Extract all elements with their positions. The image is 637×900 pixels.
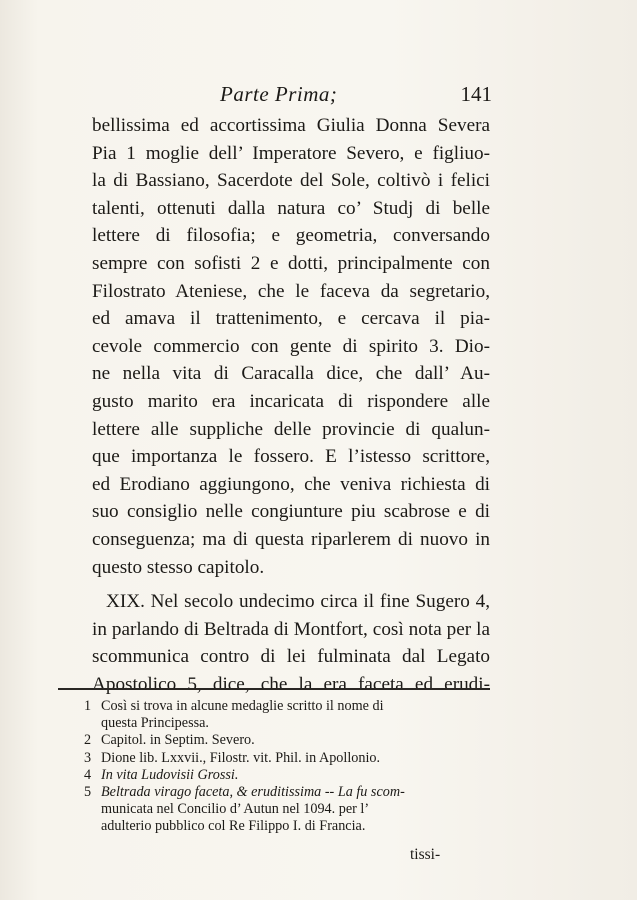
footnote-continuation	[84, 715, 484, 732]
text-line: XIX. Nel secolo undecimo circa il fine Sugero 4,	[106, 591, 490, 613]
text-line: lettere alle suppliche delle provincie di qualun-	[92, 418, 490, 440]
footnote-mark: 1	[84, 698, 92, 714]
text-line: suo consiglio nelle congiunture piu scabrose e di	[92, 501, 490, 523]
text-line: lettere di filosofia; e geometria, conversando	[92, 225, 490, 247]
footnote-continuation	[84, 818, 484, 835]
text-line: talenti, ottenuti dalla natura co’ Studj di belle	[92, 197, 490, 219]
text-line: ne nella vita di Caracalla dice, che dall’ Au-	[92, 363, 490, 385]
footnotes	[84, 698, 484, 836]
footnote-text: Capitol. in Septim. Severo.	[101, 732, 255, 749]
footnote-text: Così si trova in alcune medaglie scritto il nome di	[101, 698, 384, 714]
footnote-text: Dione lib. Lxxvii., Filostr. vit. Phil. in Apollonio.	[101, 749, 381, 766]
footnote-text: municata nel Concilio d’ Autun nel 1094. per l’	[101, 801, 370, 818]
text-line: in parlando di Beltrada di Montfort, così nota per la	[92, 618, 490, 640]
footnote-mark: 4	[84, 766, 92, 783]
footnote	[84, 784, 484, 801]
text-line: bellissima ed accortissima Giulia Donna Severa	[92, 115, 490, 136]
footnote-text: adulterio pubblico col Re Filippo I. di Francia.	[101, 818, 366, 835]
paragraph-2	[92, 588, 490, 698]
footnote-text: questa Principessa.	[101, 715, 209, 732]
text-line: cevole commercio con gente di spirito 3. Dio-	[92, 335, 490, 357]
footnote	[84, 732, 484, 749]
footnote-text: In vita Ludovisii Grossi.	[101, 766, 239, 783]
page-header	[92, 82, 492, 108]
page-number: 141	[460, 82, 492, 106]
footnote	[84, 750, 484, 767]
footnote-mark: 3	[84, 749, 92, 766]
footnote	[84, 698, 484, 715]
footnote-divider	[58, 688, 490, 690]
text-line: ed Erodiano aggiungono, che veniva richiesta di	[92, 473, 490, 495]
text-line: Filostrato Ateniese, che le faceva da segretario,	[92, 280, 490, 302]
text-line: Pia 1 moglie dell’ Imperatore Severo, e figliuo-	[92, 142, 490, 164]
text-line: questo stesso capitolo.	[92, 556, 265, 578]
text-line: scommunica contro di lei fulminata dal Legato	[92, 646, 490, 668]
text-line: la di Bassiano, Sacerdote del Sole, coltivò i felici	[92, 170, 490, 192]
text-line: que importanza le fossero. E l’istesso scrittore,	[92, 446, 490, 468]
text-line: conseguenza; ma di questa riparlerem di nuovo in	[92, 528, 490, 550]
catchword: tissi-	[410, 846, 441, 863]
text-line: Apostolico 5, dice, che la era faceta ed erudi-	[92, 673, 490, 695]
footnote	[84, 767, 484, 784]
text-line: gusto marito era incaricata di rispondere alle	[92, 390, 490, 412]
main-text	[92, 112, 490, 698]
running-title: Parte Prima;	[220, 82, 338, 106]
text-line: sempre con sofisti 2 e dotti, principalmente con	[92, 252, 490, 274]
footnote-continuation	[84, 801, 484, 818]
footnote-mark: 2	[84, 732, 92, 749]
paragraph-1	[92, 112, 490, 581]
footnote-text: Beltrada virago faceta, & eruditissima -- La fu scom-	[101, 784, 405, 801]
footnote-mark: 5	[84, 784, 92, 801]
text-line: ed amava il trattenimento, e cercava il pia-	[92, 308, 490, 330]
